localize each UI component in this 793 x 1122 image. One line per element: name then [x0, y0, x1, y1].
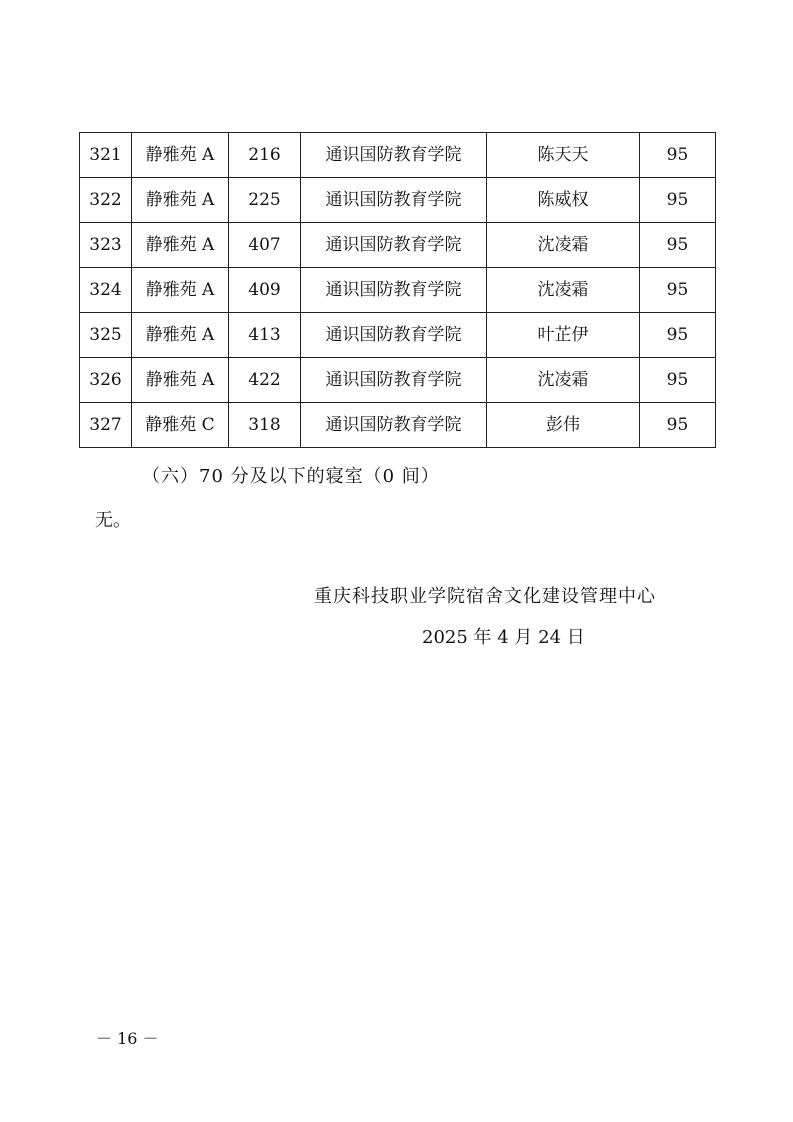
building-cell: 静雅苑 A [132, 223, 229, 268]
section-heading: （六）70 分及以下的寝室（0 间） [142, 466, 440, 487]
row-number: 322 [80, 178, 132, 223]
name-cell: 叶芷伊 [487, 313, 640, 358]
college-cell: 通识国防教育学院 [301, 178, 487, 223]
name-cell: 陈天天 [487, 133, 640, 178]
name-cell: 沈凌霜 [487, 223, 640, 268]
room-cell: 225 [229, 178, 301, 223]
score-cell: 95 [640, 313, 716, 358]
row-number: 326 [80, 358, 132, 403]
college-cell: 通识国防教育学院 [301, 403, 487, 448]
room-cell: 407 [229, 223, 301, 268]
name-cell: 沈凌霜 [487, 268, 640, 313]
score-cell: 95 [640, 223, 716, 268]
table-row [80, 403, 716, 448]
score-cell: 95 [640, 268, 716, 313]
college-cell: 通识国防教育学院 [301, 268, 487, 313]
table-row [80, 313, 716, 358]
score-cell: 95 [640, 133, 716, 178]
score-cell: 95 [640, 178, 716, 223]
name-cell: 沈凌霜 [487, 358, 640, 403]
row-number: 321 [80, 133, 132, 178]
college-cell: 通识国防教育学院 [301, 133, 487, 178]
college-cell: 通识国防教育学院 [301, 313, 487, 358]
score-cell: 95 [640, 403, 716, 448]
issuing-organization: 重庆科技职业学院宿舍文化建设管理中心 [314, 586, 656, 607]
body-text: 无。 [95, 510, 131, 531]
table-row [80, 223, 716, 268]
building-cell: 静雅苑 A [132, 178, 229, 223]
room-cell: 318 [229, 403, 301, 448]
name-cell: 陈威权 [487, 178, 640, 223]
page-number: － 16 － [96, 1029, 159, 1048]
score-cell: 95 [640, 358, 716, 403]
building-cell: 静雅苑 A [132, 133, 229, 178]
building-cell: 静雅苑 A [132, 358, 229, 403]
table-row [80, 178, 716, 223]
room-cell: 413 [229, 313, 301, 358]
row-number: 325 [80, 313, 132, 358]
name-cell: 彭伟 [487, 403, 640, 448]
dorm-score-table [79, 132, 716, 448]
building-cell: 静雅苑 A [132, 268, 229, 313]
row-number: 323 [80, 223, 132, 268]
table-row [80, 268, 716, 313]
document-date: 2025 年 4 月 24 日 [422, 627, 585, 648]
building-cell: 静雅苑 A [132, 313, 229, 358]
table-row [80, 133, 716, 178]
room-cell: 409 [229, 268, 301, 313]
room-cell: 216 [229, 133, 301, 178]
college-cell: 通识国防教育学院 [301, 223, 487, 268]
row-number: 327 [80, 403, 132, 448]
row-number: 324 [80, 268, 132, 313]
table-row [80, 358, 716, 403]
room-cell: 422 [229, 358, 301, 403]
building-cell: 静雅苑 C [132, 403, 229, 448]
college-cell: 通识国防教育学院 [301, 358, 487, 403]
